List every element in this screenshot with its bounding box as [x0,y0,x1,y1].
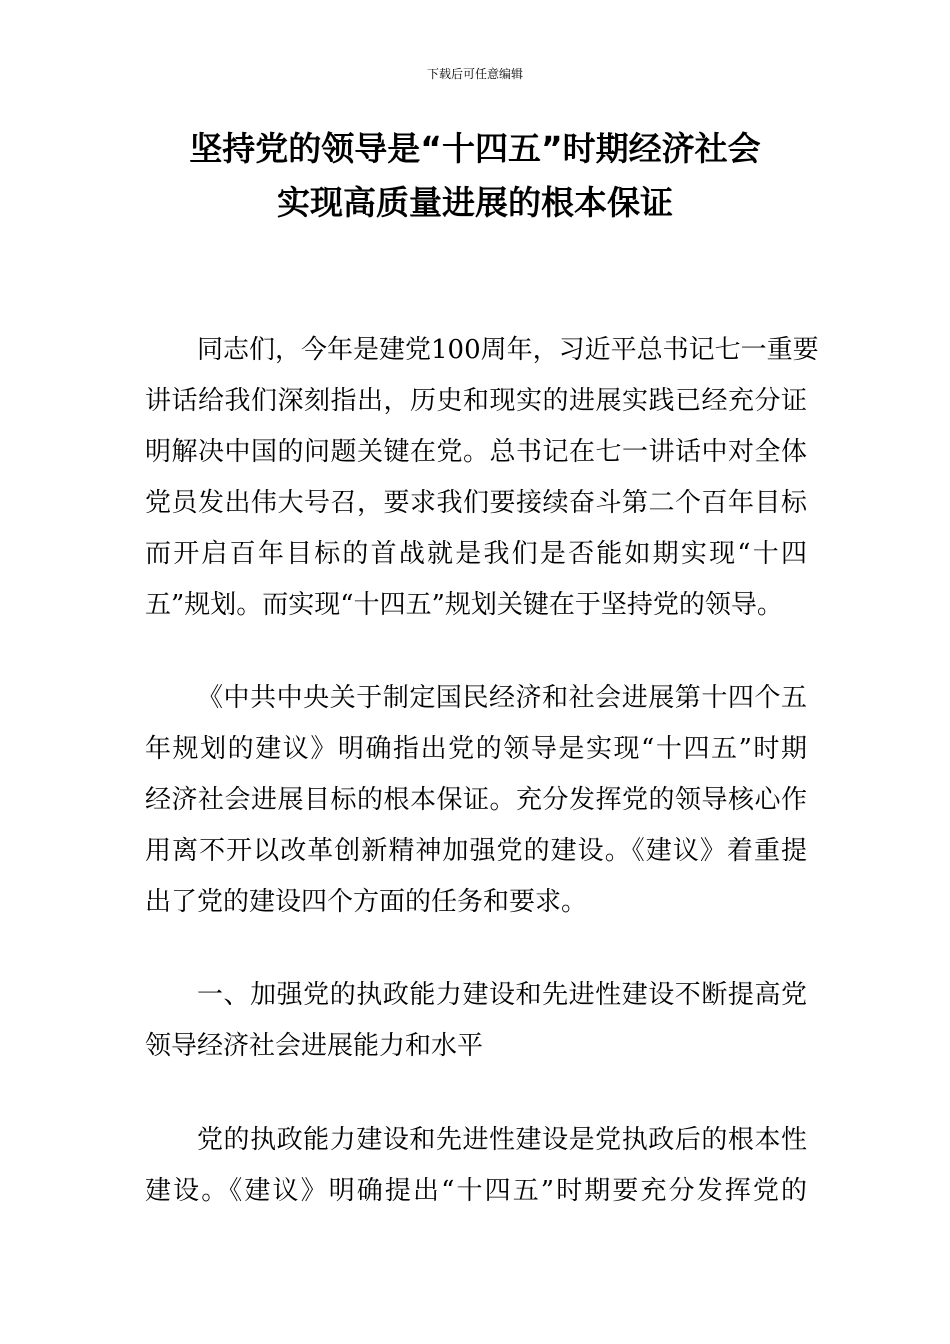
paragraph-line: 同志们，今年是建党100周年，习近平总书记七一重要 [197,335,819,365]
title-line: 实现高质量进展的根本保证 [277,183,673,222]
paragraph-line: 用离不开以改革创新精神加强党的建设。《建议》着重提 [145,836,807,866]
document-title [100,122,850,230]
paragraph-line: 经济社会进展目标的根本保证。充分发挥党的领导核心作 [145,785,807,815]
paragraph-line: 明解决中国的问题关键在党。总书记在七一讲话中对全体 [145,437,807,467]
paragraph-line: 年规划的建议》明确指出党的领导是实现“十四五”时期 [145,734,807,764]
paragraph-line: 出了党的建设四个方面的任务和要求。 [145,887,588,917]
paragraph-line: 建设。《建议》明确提出“十四五”时期要充分发挥党的 [145,1176,807,1206]
paragraph-line: 《中共中央关于制定国民经济和社会进展第十四个五 [197,683,807,713]
title-line: 坚持党的领导是“十四五”时期经济社会 [189,129,761,168]
paragraph-line: 领导经济社会进展能力和水平 [145,1031,484,1061]
paragraph-line: 讲话给我们深刻指出，历史和现实的进展实践已经充分证 [145,386,807,416]
section-heading-one [145,970,807,1072]
paragraph-line: 而开启百年目标的首战就是我们是否能如期实现“十四 [145,539,807,569]
paragraph-section-one-body [145,1115,807,1217]
paragraph-opening [145,325,819,631]
header-note: 下载后可任意编辑 [426,67,523,81]
paragraph-proposal [145,673,807,928]
paragraph-line: 党的执政能力建设和先进性建设是党执政后的根本性 [197,1125,807,1155]
paragraph-line: 五”规划。而实现“十四五”规划关键在于坚持党的领导。 [145,590,783,620]
paragraph-line: 党员发出伟大号召，要求我们要接续奋斗第二个百年目标 [145,488,807,518]
paragraph-line: 一、加强党的执政能力建设和先进性建设不断提高党 [197,980,807,1010]
